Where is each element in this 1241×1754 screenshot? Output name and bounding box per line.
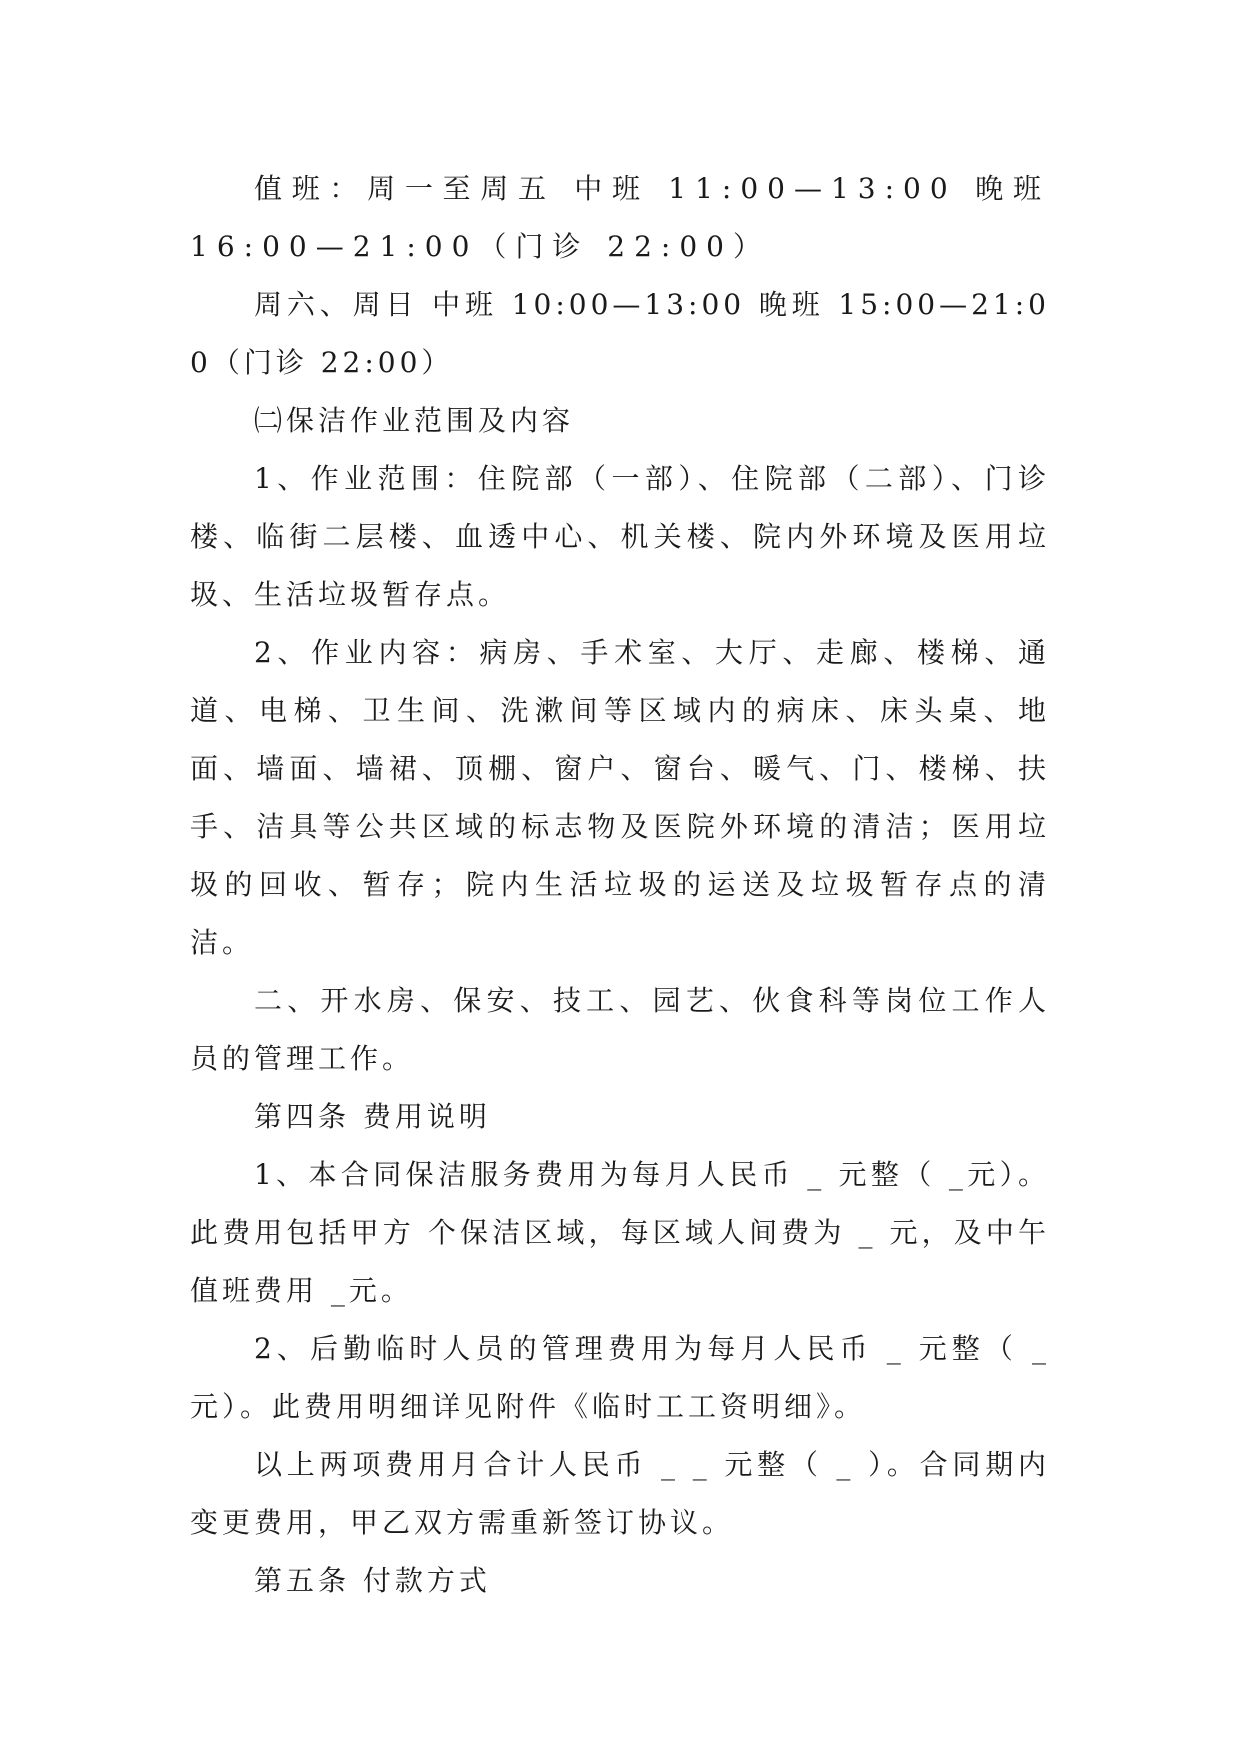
paragraph-work-scope: 1、作业范围：住院部（一部）、住院部（二部）、门诊楼、临街二层楼、血透中心、机关楼、院内外环境及医用垃圾、生活垃圾暂存点。 (190, 462, 1050, 611)
paragraph-work-content: 2、作业内容：病房、手术室、大厅、走廊、楼梯、通道、电梯、卫生间、洗漱间等区域内的病床、床头桌、地面、墙面、墙裙、顶棚、窗户、窗台、暖气、门、楼梯、扶手、洁具等公共区域的标志物及医院外环境的清洁；医用垃圾的回收、暂存；院内生活垃圾的运送及垃圾暂存点的清洁。 (190, 636, 1050, 959)
paragraph-staff-management: 二、开水房、保安、技工、园艺、伙食科等岗位工作人员的管理工作。 (190, 984, 1050, 1075)
paragraph-cleaning-fee: 1、本合同保洁服务费用为每月人民币 _ 元整（ _元）。此费用包括甲方 个保洁区域，每区域人间费为 _ 元，及中午值班费用 _元。 (190, 1158, 1050, 1307)
article-heading-payment: 第五条 付款方式 (254, 1564, 491, 1597)
duty-schedule-weekday: 值班：周一至周五 中班 11:00—13:00 晚班 16:00—21:00（门诊 22:00） (190, 172, 1050, 263)
paragraph-management-fee: 2、后勤临时人员的管理费用为每月人民币 _ 元整（ _元）。此费用明细详见附件《临时工工资明细》。 (190, 1332, 1050, 1423)
duty-schedule-weekend: 周六、周日 中班 10:00—13:00 晚班 15:00—21:00（门诊 22:00） (190, 288, 1050, 379)
section-heading-cleaning-scope: ㈡保洁作业范围及内容 (254, 404, 575, 437)
paragraph-fee-total: 以上两项费用月合计人民币 _ _ 元整（ _ ）。合同期内变更费用，甲乙双方需重新签订协议。 (190, 1448, 1050, 1539)
document-body (190, 160, 1050, 1610)
article-heading-fees: 第四条 费用说明 (254, 1100, 491, 1133)
